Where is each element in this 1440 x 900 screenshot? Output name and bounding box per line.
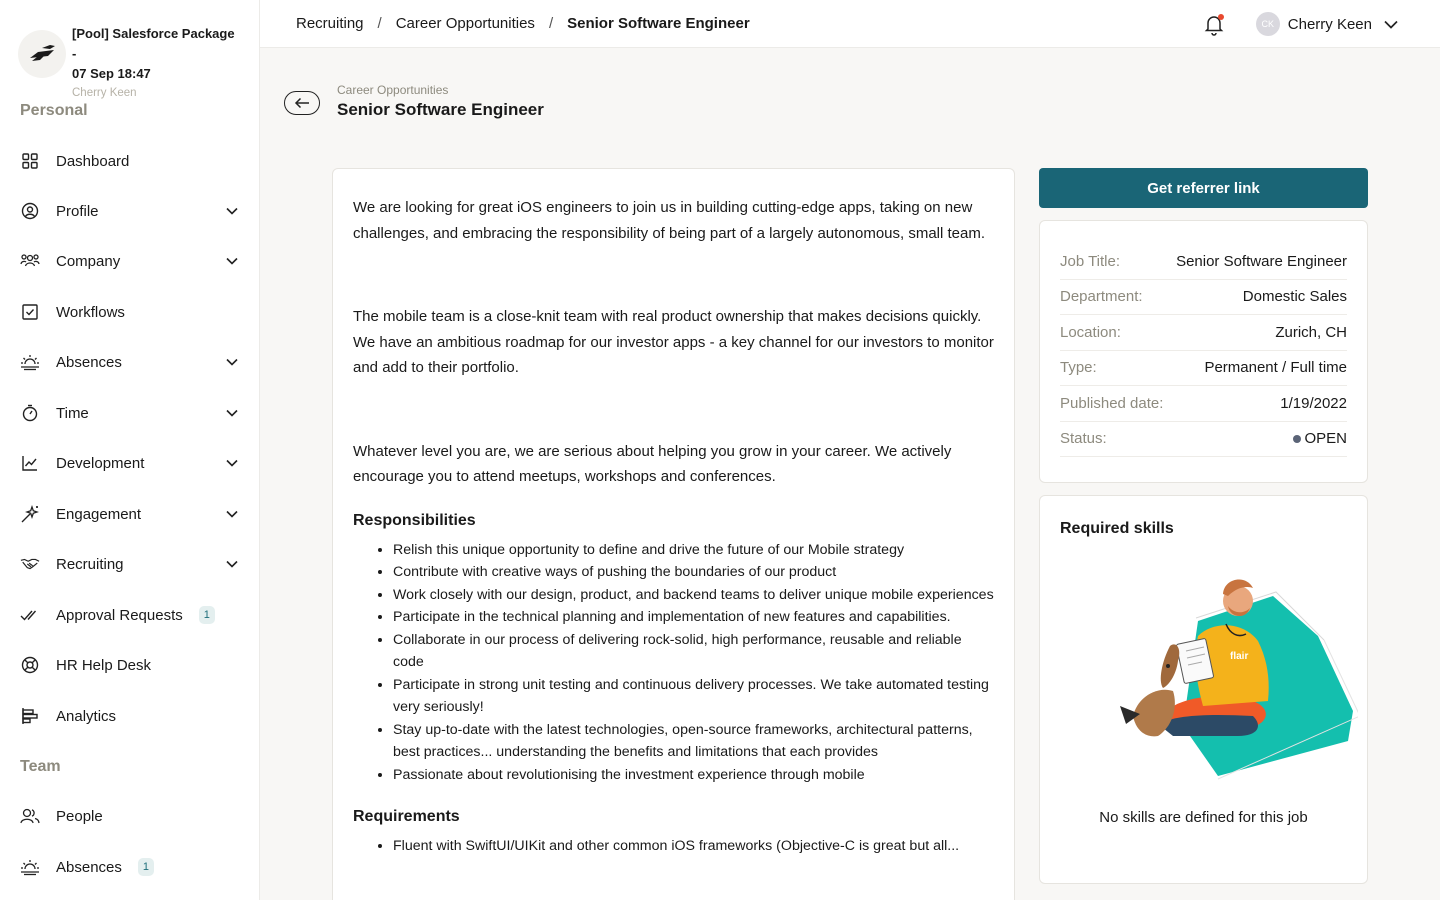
info-key: Job Title: xyxy=(1060,252,1121,270)
user-name: Cherry Keen xyxy=(1287,15,1372,33)
handshake-icon xyxy=(20,554,40,574)
list-item: • Fluent with SwiftUI/UIKit and other common iOS frameworks (Objective-C is great but all... xyxy=(393,835,994,858)
sidebar-item-label: Recruiting xyxy=(56,555,124,573)
info-value: 1/19/2022 xyxy=(1280,394,1347,412)
sidebar-item-label: Dashboard xyxy=(56,152,130,170)
user-menu[interactable] xyxy=(1256,12,1400,36)
requirements-list xyxy=(353,835,994,858)
description-paragraph: Whatever level you are, we are serious about helping you grow in your career. We actively encourage you to attend meetups, workshops and conferences. xyxy=(353,442,952,485)
avatar: CK xyxy=(1256,12,1280,36)
grid-icon xyxy=(20,151,40,171)
top-bar xyxy=(260,0,1440,48)
sidebar-item-label: Analytics xyxy=(56,707,117,725)
sidebar-item-company[interactable] xyxy=(0,241,259,281)
job-info-row xyxy=(1060,422,1347,458)
info-value: Senior Software Engineer xyxy=(1176,252,1347,270)
chevron-down-icon[interactable] xyxy=(225,254,239,268)
arrow-left-icon xyxy=(294,97,310,109)
info-value: Zurich, CH xyxy=(1275,323,1347,341)
description-paragraph: We are looking for great iOS engineers to join us in building cutting-edge apps, taking on new challenges, and embracing the responsibility of being part of a largely autonomous, small team. xyxy=(353,199,986,242)
required-skills-heading: Required skills xyxy=(1060,520,1174,537)
chevron-down-icon[interactable] xyxy=(225,456,239,470)
job-info-row xyxy=(1060,244,1347,280)
list-item: • Participate in strong unit testing and continuous delivery processes. We take automated testing very seriously! xyxy=(393,674,994,719)
info-key: Status: xyxy=(1060,430,1107,448)
status-dot-icon xyxy=(1293,435,1301,443)
chevron-down-icon[interactable] xyxy=(225,507,239,521)
chevron-down-icon[interactable] xyxy=(225,557,239,571)
org-name-line2: 07 Sep 18:47 xyxy=(72,66,151,81)
page-subtitle: Career Opportunities xyxy=(337,83,449,97)
chevron-down-icon xyxy=(1384,16,1400,32)
sidebar-item-hr-help-desk[interactable] xyxy=(0,645,259,685)
sidebar-item-label: Company xyxy=(56,252,121,270)
sunrise-icon xyxy=(20,857,40,877)
illustration-logo-text: flair xyxy=(1230,651,1249,662)
section-personal: Personal xyxy=(20,102,88,119)
list-item: • Work closely with our design, product, and backend teams to deliver unique mobile experiences xyxy=(393,584,994,607)
checkbox-icon xyxy=(20,302,40,322)
notification-dot xyxy=(1218,14,1224,20)
list-item: • Collaborate in our process of delivering rock-solid, high performance, reusable and reliable code xyxy=(393,629,994,674)
list-item: • Relish this unique opportunity to define and drive the future of our Mobile strategy xyxy=(393,539,994,562)
list-item: • Stay up-to-date with the latest technologies, open-source frameworks, architectural patterns, best practices... understanding the benefits and limitations that each provides xyxy=(393,719,994,764)
sidebar-item-label: Approval Requests xyxy=(56,606,183,624)
notifications-bell-icon[interactable] xyxy=(1202,12,1226,36)
breadcrumb-recruiting[interactable]: Recruiting xyxy=(296,15,364,32)
get-referrer-link-button[interactable]: Get referrer link xyxy=(1039,168,1368,208)
job-info-row xyxy=(1060,351,1347,387)
description-paragraph: The mobile team is a close-knit team with real product ownership that makes decisions quickly. We have an ambitious roadmap for our investor apps - a key channel for our investors to monitor and add to their portfolio. xyxy=(353,308,994,376)
sidebar-item-label: Absences xyxy=(56,353,122,371)
sidebar-item-absences[interactable] xyxy=(0,342,259,382)
sidebar-item-label: Development xyxy=(56,454,145,472)
empty-skills-message: No skills are defined for this job xyxy=(1099,809,1308,826)
org-logo xyxy=(18,30,66,78)
empty-state-illustration xyxy=(1078,566,1358,786)
org-switcher[interactable] xyxy=(0,0,259,101)
breadcrumb xyxy=(296,15,750,32)
responsibilities-heading: Responsibilities xyxy=(353,511,476,529)
sidebar-item-profile[interactable] xyxy=(0,191,259,231)
info-key: Department: xyxy=(1060,288,1143,306)
sidebar-item-people[interactable] xyxy=(0,796,259,836)
sunrise-icon xyxy=(20,352,40,372)
job-info-card xyxy=(1039,220,1368,483)
user-circle-icon xyxy=(20,201,40,221)
section-team: Team xyxy=(20,758,61,775)
sidebar-item-label: Time xyxy=(56,404,89,422)
list-item: • Passionate about revolutionising the investment experience through mobile xyxy=(393,764,994,787)
sidebar-item-engagement[interactable] xyxy=(0,494,259,534)
sidebar-item-label: Absences xyxy=(56,858,122,876)
job-info-row xyxy=(1060,315,1347,351)
chevron-down-icon[interactable] xyxy=(225,406,239,420)
sidebar-item-workflows[interactable] xyxy=(0,292,259,332)
double-check-icon xyxy=(20,605,40,625)
page-title: Senior Software Engineer xyxy=(337,100,544,119)
sidebar-item-dashboard[interactable] xyxy=(0,141,259,181)
back-button[interactable] xyxy=(284,91,320,115)
info-value: Domestic Sales xyxy=(1242,288,1347,306)
sidebar-item-recruiting[interactable] xyxy=(0,544,259,584)
flair-logo-icon xyxy=(28,44,56,64)
users-icon xyxy=(20,251,40,271)
job-info-row xyxy=(1060,280,1347,316)
requirements-heading: Requirements xyxy=(353,808,460,825)
info-value: Permanent / Full time xyxy=(1204,359,1347,377)
sidebar-item-time[interactable] xyxy=(0,393,259,433)
sidebar-item-analytics[interactable] xyxy=(0,696,259,736)
sidebar-item-label: Profile xyxy=(56,202,99,220)
job-description xyxy=(332,168,1015,900)
bar-chart-icon xyxy=(20,706,40,726)
lifebuoy-icon xyxy=(20,655,40,675)
sidebar-item-label: HR Help Desk xyxy=(56,656,152,674)
breadcrumb-current: Senior Software Engineer xyxy=(567,15,750,32)
list-item: • Contribute with creative ways of pushing the boundaries of our product xyxy=(393,561,994,584)
chevron-down-icon[interactable] xyxy=(225,355,239,369)
sidebar-item-approval-requests[interactable] xyxy=(0,595,259,635)
status-value: OPEN xyxy=(1304,430,1347,448)
people-icon xyxy=(20,806,40,826)
org-user: Cherry Keen xyxy=(72,87,137,99)
stopwatch-icon xyxy=(20,403,40,423)
sidebar-item-team-absences[interactable] xyxy=(0,847,259,887)
sidebar xyxy=(0,0,260,900)
info-key: Location: xyxy=(1060,323,1121,341)
sidebar-item-development[interactable] xyxy=(0,443,259,483)
info-key: Type: xyxy=(1060,359,1097,377)
chart-line-icon xyxy=(20,453,40,473)
sidebar-item-label: People xyxy=(56,807,103,825)
required-skills-card xyxy=(1039,495,1368,884)
status-badge xyxy=(1293,430,1347,447)
responsibilities-list xyxy=(353,539,994,787)
count-badge: 1 xyxy=(199,606,215,624)
count-badge: 1 xyxy=(138,858,154,876)
breadcrumb-separator: / xyxy=(377,15,382,32)
sidebar-item-label: Workflows xyxy=(56,303,125,321)
breadcrumb-career-opportunities[interactable]: Career Opportunities xyxy=(395,15,535,32)
sparkle-wand-icon xyxy=(20,504,40,524)
sidebar-item-label: Engagement xyxy=(56,505,142,523)
info-key: Published date: xyxy=(1060,394,1164,412)
breadcrumb-separator: / xyxy=(548,15,554,32)
list-item: • Participate in the technical planning and implementation of new features and capabilities. xyxy=(393,606,994,629)
org-name-line1: [Pool] Salesforce Package - xyxy=(72,26,235,61)
chevron-down-icon[interactable] xyxy=(225,204,239,218)
job-info-row xyxy=(1060,386,1347,422)
